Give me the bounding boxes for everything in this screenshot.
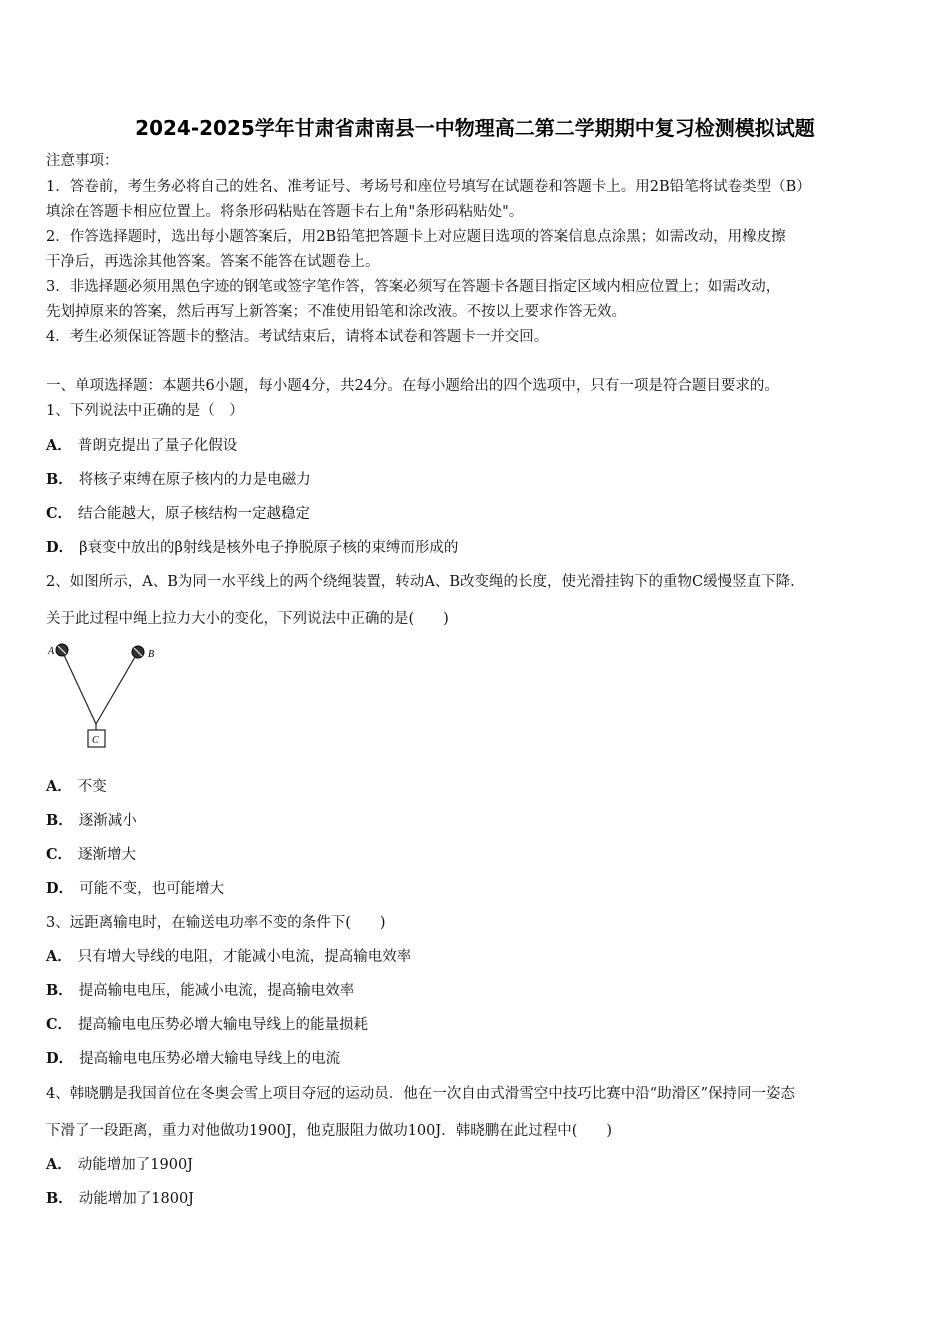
notice-line: 干净后，再选涂其他答案。答案不能答在试题卷上。 [46, 254, 380, 270]
question-4-stem-cont: 下滑了一段距离，重力对他做功1900J，他克服阻力做功100J．韩晓鹏在此过程中( ) [46, 1123, 613, 1139]
question-3-stem: 3、远距离输电时，在输送电功率不变的条件下( ) [46, 915, 386, 931]
notice-line: 3．非选择题必须用黑色字迹的钢笔或签字笔作答，答案必须写在答题卡各题目指定区域内相应位置上；如需改动， [46, 279, 781, 295]
section-heading: 一、单项选择题：本题共6小题，每小题4分，共24分。在每小题给出的四个选项中，只有一项是符合题目要求的。 [46, 378, 779, 394]
q1-option-a: A． 普朗克提出了量子化假设 [46, 437, 238, 454]
notice-line: 先划掉原来的答案，然后再写上新答案；不准使用铅笔和涂改液。不按以上要求作答无效。 [46, 304, 626, 320]
q3-option-b: B． 提高输电电压，能减小电流，提高输电效率 [46, 982, 355, 999]
q2-option-b: B． 逐渐减小 [46, 812, 137, 829]
question-4-stem: 4、韩晓鹏是我国首位在冬奥会雪上项目夺冠的运动员．他在一次自由式滑雪空中技巧比赛中沿“助滑区”保持同一姿态 [46, 1086, 796, 1102]
label-c: C [92, 735, 99, 746]
pulley-diagram [44, 640, 164, 752]
page-title: 2024-2025学年甘肃省肃南县一中物理高二第二学期期中复习检测模拟试题 [135, 116, 815, 140]
q1-option-b: B． 将核子束缚在原子核内的力是电磁力 [46, 471, 311, 488]
q2-option-d: D． 可能不变，也可能增大 [46, 880, 225, 897]
label-b: B [148, 649, 155, 660]
question-2-stem-cont: 关于此过程中绳上拉力大小的变化，下列说法中正确的是( ) [46, 611, 449, 627]
q3-option-c: C． 提高输电电压势必增大输电导线上的能量损耗 [46, 1016, 369, 1033]
q3-option-d: D． 提高输电电压势必增大输电导线上的电流 [46, 1050, 341, 1067]
question-2-stem: 2、如图所示，A、B为同一水平线上的两个绕绳装置，转动A、B改变绳的长度，使光滑挂钩下的重物C缓慢竖直下降. [46, 574, 795, 590]
question-1-stem: 1、下列说法中正确的是（ ） [46, 403, 244, 419]
label-a: A [48, 646, 55, 657]
notice-line: 1．答卷前，考生务必将自己的姓名、准考证号、考场号和座位号填写在试题卷和答题卡上。用2B铅笔将试卷类型（B） [46, 179, 811, 195]
notice-line: 填涂在答题卡相应位置上。将条形码粘贴在答题卡右上角"条形码粘贴处"。 [46, 204, 524, 220]
q2-option-c: C． 逐渐增大 [46, 846, 137, 863]
notice-heading: 注意事项： [46, 153, 119, 169]
notice-line: 4．考生必须保证答题卡的整洁。考试结束后，请将本试卷和答题卡一并交回。 [46, 329, 549, 345]
notice-line: 2．作答选择题时，选出每小题答案后，用2B铅笔把答题卡上对应题目选项的答案信息点涂黑；如需改动，用橡皮擦 [46, 229, 786, 245]
q4-option-b: B． 动能增加了1800J [46, 1190, 194, 1207]
q1-option-c: C． 结合能越大，原子核结构一定越稳定 [46, 505, 311, 522]
q1-option-d: D． β衰变中放出的β射线是核外电子挣脱原子核的束缚而形成的 [46, 539, 459, 556]
q2-option-a: A． 不变 [46, 778, 107, 795]
q3-option-a: A． 只有增大导线的电阻，才能减小电流，提高输电效率 [46, 948, 412, 965]
q4-option-a: A． 动能增加了1900J [46, 1156, 193, 1173]
